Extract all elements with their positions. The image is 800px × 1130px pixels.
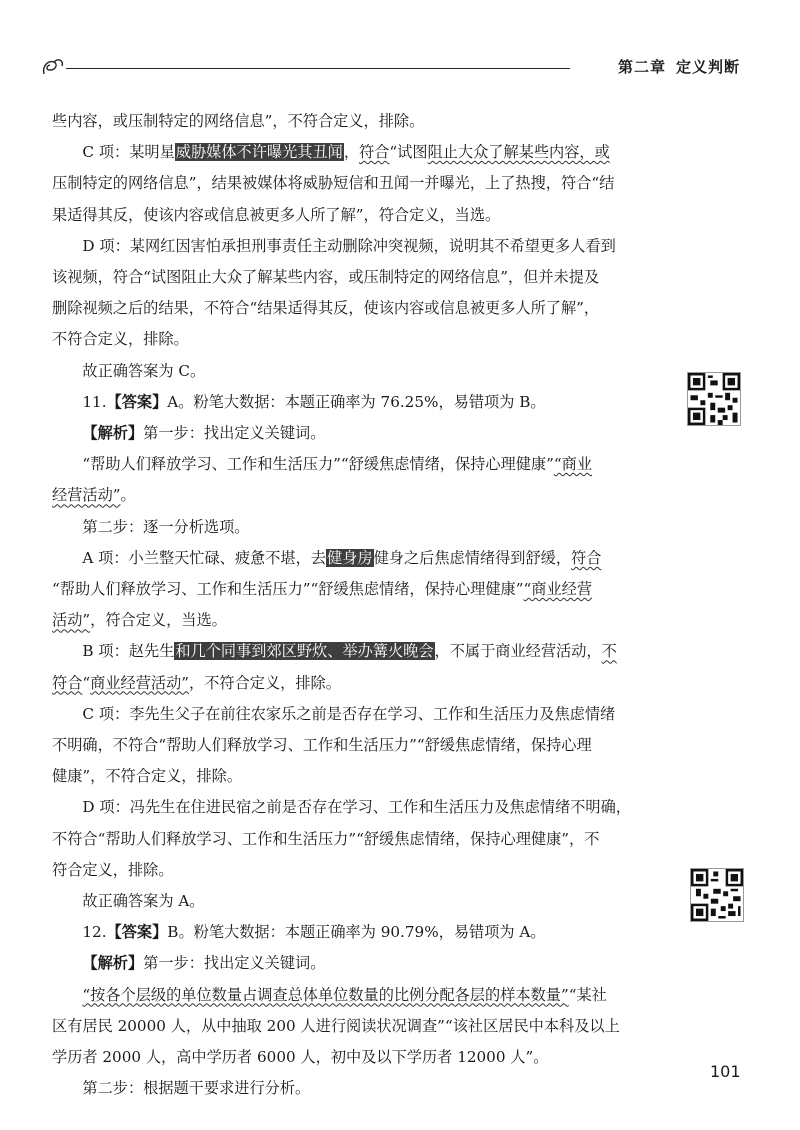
text-span: 果适得其反，使该内容或信息被更多人所了解”，符合定义，当选。	[52, 205, 501, 224]
question-12-analysis	[52, 948, 664, 979]
option-a-paragraph	[52, 543, 664, 637]
highlight-span: 和几个同事到郊区野炊、举办篝火晚会	[175, 642, 434, 661]
highlight-span: 健身房	[327, 548, 373, 567]
text-span: 第一步：找出定义关键词。	[143, 954, 326, 973]
step-2-line: 第二步：根据题干要求进行分析。	[82, 1079, 311, 1098]
wavy-underline-span: 阻止大众了解某些内容，或	[427, 143, 610, 162]
question-number: 12.	[82, 923, 107, 942]
chapter-name: 定义判断	[675, 58, 740, 76]
text-span: ，	[343, 143, 360, 162]
text-span: 健康”，不符合定义，排除。	[52, 767, 243, 786]
text-span: 不符合“帮助人们释放学习、工作和生活压力”“舒缓焦虑情绪，保持心理健康”，不	[52, 829, 600, 848]
wavy-underline-span: 不	[601, 642, 617, 661]
question-11-answer	[52, 387, 664, 418]
text-span: 该视频，符合“试图阻止大众了解某些内容，或压制特定的网络信息”，但并未提及	[52, 268, 600, 287]
text-span: C 项：李先生父子在前往农家乐之前是否存在学习、工作和生活压力及焦虑情绪	[82, 704, 616, 723]
text-span: “试图	[389, 143, 428, 162]
question-12-answer	[52, 917, 664, 948]
text-span: “帮助人们释放学习、工作和生活压力”“舒缓焦虑情绪，保持心理健康”	[82, 455, 554, 474]
text-span: “帮助人们释放学习、工作和生活压力”“舒缓焦虑情绪，保持心理健康”	[52, 580, 524, 599]
chapter-title	[608, 56, 740, 77]
text-span: 不符合定义，排除。	[52, 330, 189, 349]
text-line: 些内容，或压制特定的网络信息”，不符合定义，排除。	[52, 112, 425, 130]
option-d-paragraph	[52, 231, 664, 356]
text-span: 区有居民 20000 人，从中抽取 200 人进行阅读状况调查”“该社区居民中本科及以上	[52, 1016, 620, 1035]
highlight-span: 威胁媒体不许曝光其丑闻	[175, 143, 343, 162]
page-body	[52, 106, 664, 1105]
analysis-tag: 【解析】	[82, 424, 144, 443]
text-span: 健身之后焦虑情绪得到舒缓，	[373, 548, 571, 567]
option-d2-paragraph	[52, 792, 664, 886]
answer-line: 故正确答案为 C。	[82, 361, 206, 380]
wavy-underline-span: 商业经营活动”	[90, 673, 190, 692]
answer-tag: 【答案】	[106, 923, 168, 942]
qr-code-icon	[690, 868, 744, 922]
text-span: ，不属于商业经营活动，	[434, 642, 602, 661]
option-c2-paragraph	[52, 699, 664, 793]
question-number: 11.	[82, 392, 107, 411]
text-span: D 项：某网红因害怕承担刑事责任主动删除冲突视频，说明其不希望更多人看到	[82, 236, 616, 255]
text-span: B 项：赵先生	[82, 642, 175, 661]
text-span: A。粉笔大数据：本题正确率为 76.25%，易错项为 B。	[167, 392, 546, 411]
question-11-keywords	[52, 449, 664, 511]
question-12-keywords	[52, 980, 664, 1074]
text-span: 。	[120, 486, 136, 505]
text-span: 不明确，不符合“帮助人们释放学习、工作和生活压力”“舒缓焦虑情绪，保持心理	[52, 736, 592, 755]
option-b-paragraph	[52, 636, 664, 698]
wavy-underline-span: 符合	[52, 673, 83, 692]
wavy-underline-span: “商业经营	[523, 580, 593, 599]
page-number: 101	[710, 1062, 741, 1081]
header-rule	[66, 68, 570, 69]
option-c-paragraph	[52, 137, 664, 231]
text-span: C 项：某明星	[82, 143, 175, 162]
text-span: A 项：小兰整天忙碌、疲惫不堪，去	[82, 548, 326, 567]
step-2-line: 第二步：逐一分析选项。	[82, 517, 250, 536]
wavy-underline-span: 符合	[359, 143, 390, 162]
wavy-underline-span: 经营活动”	[52, 486, 121, 505]
chapter-number: 第二章	[617, 58, 666, 76]
answer-tag: 【答案】	[106, 392, 168, 411]
running-header	[40, 56, 740, 86]
text-span: 第一步：找出定义关键词。	[143, 424, 326, 443]
text-span: 删除视频之后的结果，不符合“结果适得其反，使该内容或信息被更多人所了解”，	[52, 299, 600, 318]
text-span: 学历者 2000 人，高中学历者 6000 人，初中及以下学历者 12000 人”。	[52, 1048, 549, 1067]
qr-code-icon	[687, 372, 741, 426]
answer-line: 故正确答案为 A。	[82, 892, 205, 911]
leaf-ornament-icon	[40, 56, 66, 80]
wavy-underline-span: 符合	[571, 548, 602, 567]
text-span: B。粉笔大数据：本题正确率为 90.79%，易错项为 A。	[167, 923, 546, 942]
text-span: 压制特定的网络信息”，结果被媒体将威胁短信和丑闻一并曝光，上了热搜，符合“结	[52, 174, 615, 193]
text-span: “	[82, 673, 91, 692]
text-span: D 项：冯先生在住进民宿之前是否存在学习、工作和生活压力及焦虑情绪不明确，	[82, 798, 631, 817]
wavy-underline-span: 活动”	[52, 611, 91, 630]
text-span: “某社	[568, 985, 607, 1004]
text-span: ，不符合定义，排除。	[189, 673, 341, 692]
text-span: 符合定义，排除。	[52, 860, 174, 879]
question-11-analysis	[52, 418, 664, 449]
text-span: ，符合定义，当选。	[90, 611, 227, 630]
wavy-underline-span: “按各个层级的单位数量占调查总体单位数量的比例分配各层的样本数量”	[82, 985, 569, 1004]
wavy-underline-span: “商业	[553, 455, 593, 474]
analysis-tag: 【解析】	[82, 954, 144, 973]
